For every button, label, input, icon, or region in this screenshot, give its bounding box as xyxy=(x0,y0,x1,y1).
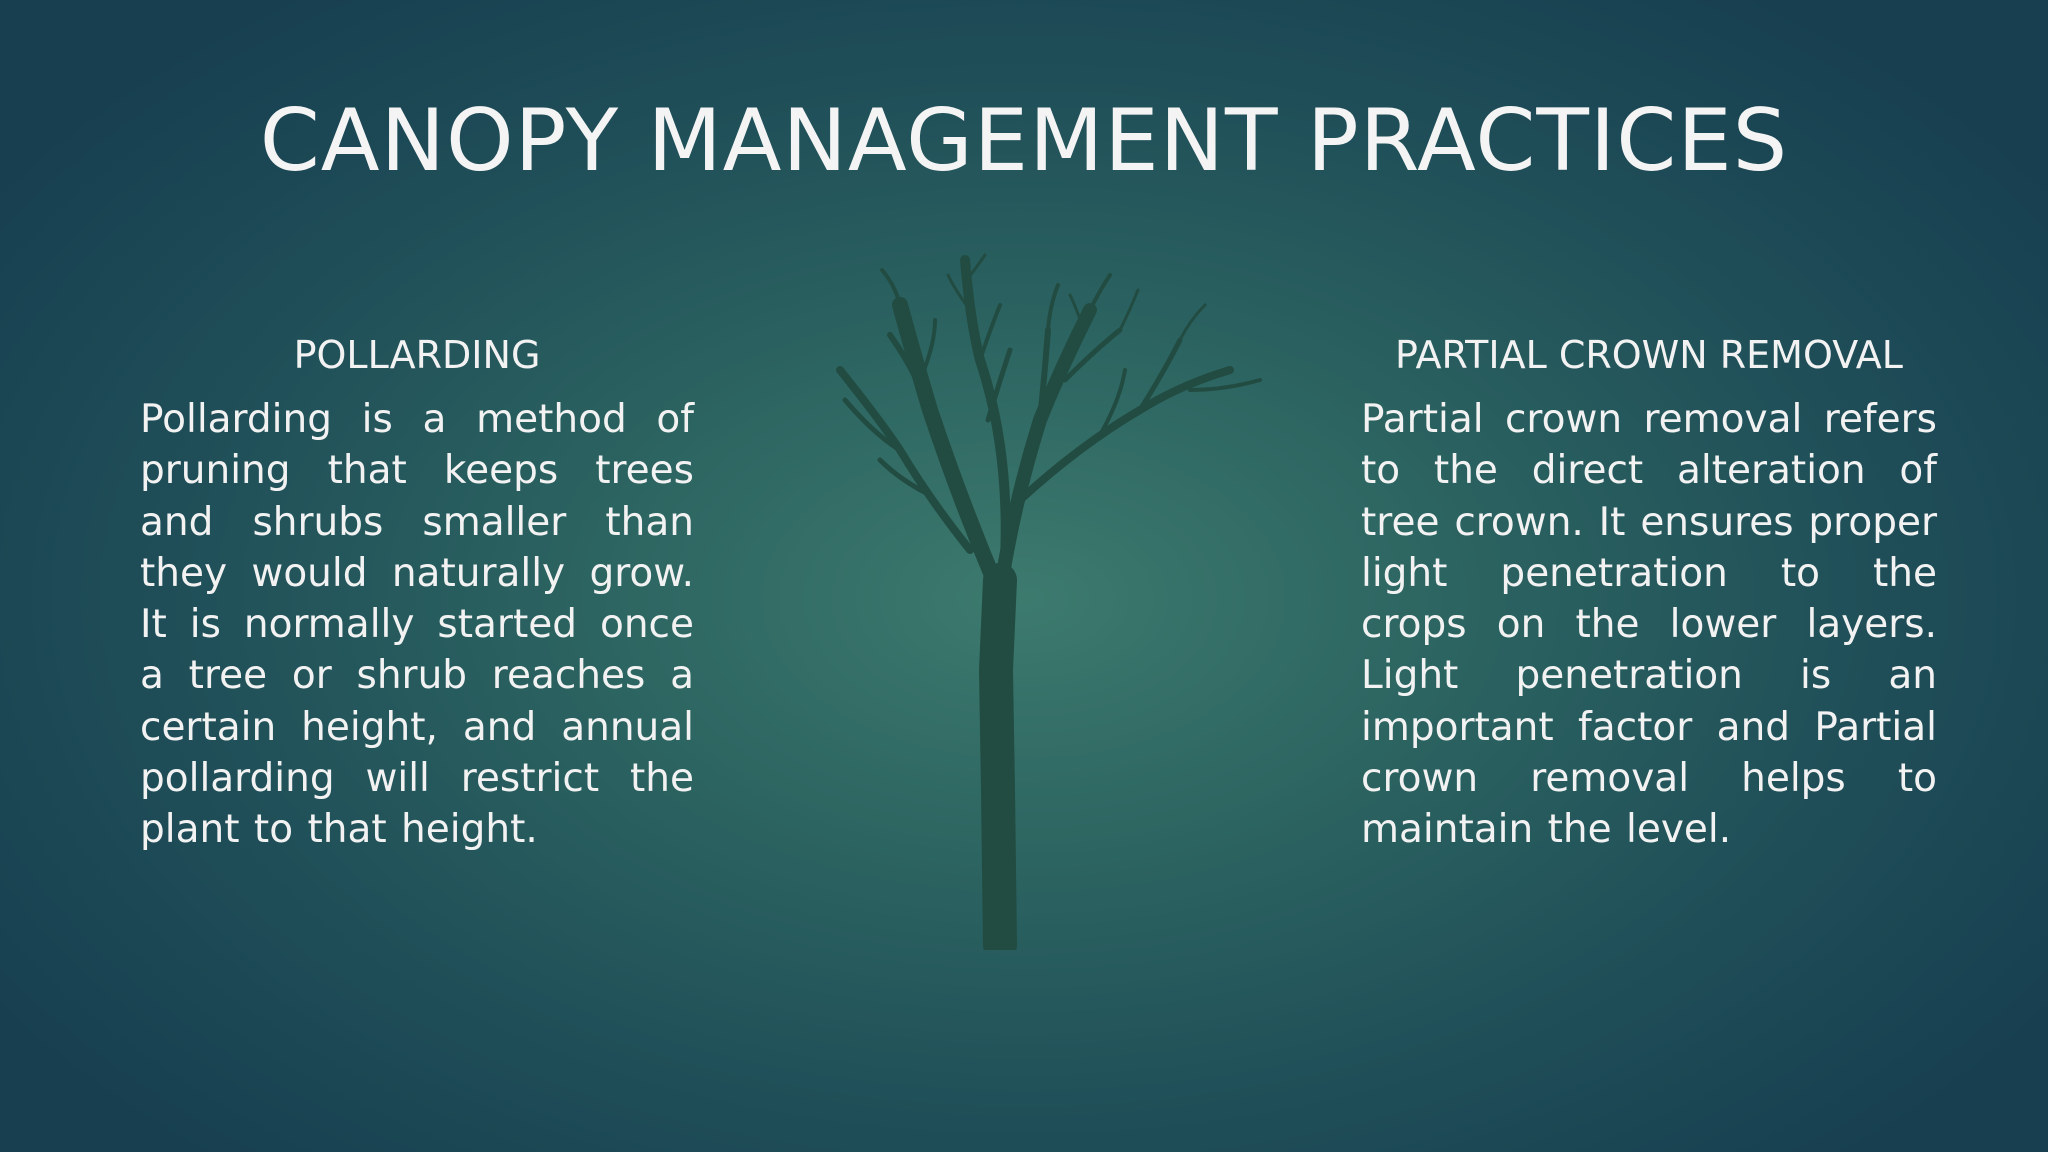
slide-title: CANOPY MANAGEMENT PRACTICES xyxy=(259,91,1789,191)
pollarding-heading: POLLARDING xyxy=(293,333,541,377)
partial-crown-removal-column xyxy=(1361,330,1937,856)
pollarding-text: Pollarding is a method of pruning that keeps trees and shrubs smaller than they would naturally grow. It is normally started once a tree or shrub reaches a certain height, and annual pollarding will restrict the plant to that height. xyxy=(140,397,694,853)
pollarding-column xyxy=(140,330,694,856)
partial-crown-removal-heading: PARTIAL CROWN REMOVAL xyxy=(1395,333,1903,377)
bare-tree-icon xyxy=(820,250,1280,950)
partial-crown-removal-text: Partial crown removal refers to the direct alteration of tree crown. It ensures proper light penetration to the crops on the lower layers. Light penetration is an important factor and Partial crown removal helps to maintain the level. xyxy=(1361,397,1937,853)
